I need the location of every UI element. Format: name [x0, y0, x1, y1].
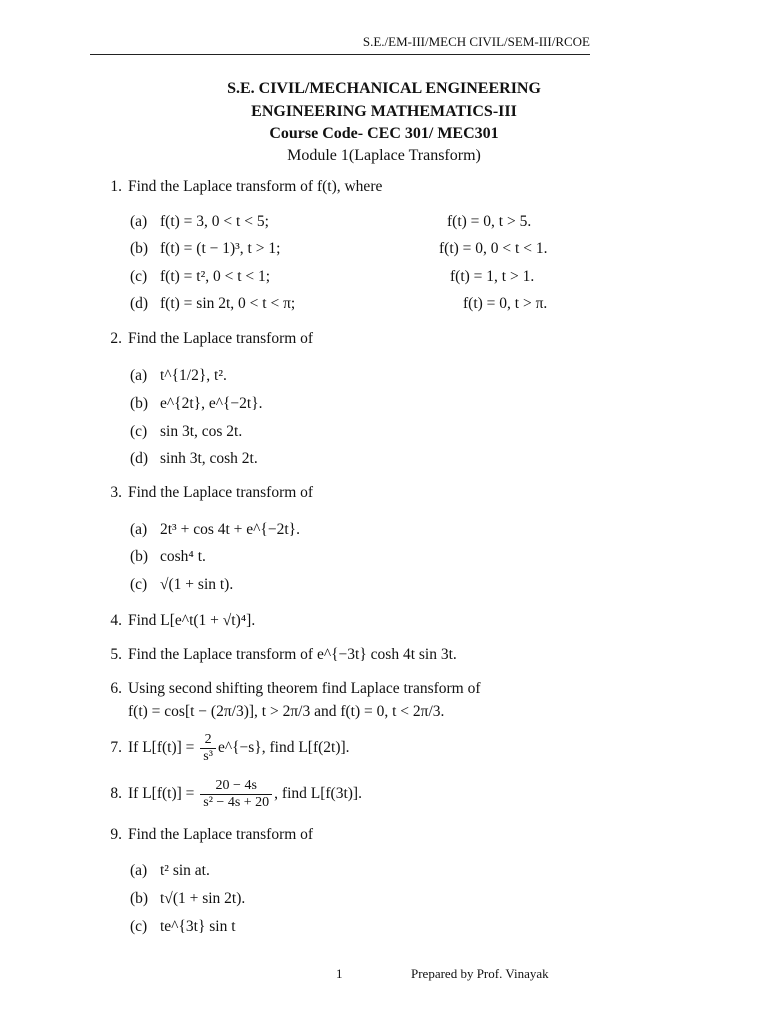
footer-credit: Prepared by Prof. Vinayak [411, 966, 549, 981]
fraction-denominator: s³ [203, 749, 213, 764]
item-expr: cosh⁴ t. [160, 548, 206, 565]
item-label: (d) [130, 295, 149, 312]
item-expr: t^{1/2}, t². [160, 367, 227, 384]
question-text-pre: If L[f(t)] = [128, 739, 195, 757]
title-line-2: ENGINEERING MATHEMATICS-III [251, 103, 517, 120]
title-line-3: Course Code- CEC 301/ MEC301 [269, 125, 499, 142]
item-label: (c) [130, 918, 148, 935]
question-number: 6. [110, 680, 122, 697]
q9-item-b [130, 890, 245, 908]
fraction-numerator: 2 [200, 732, 216, 749]
item-label: (b) [130, 890, 149, 907]
question-text: Find the Laplace transform of e^{−3t} cosh 4t sin 3t. [128, 646, 457, 663]
q3-item-b [130, 548, 206, 566]
item-expr: f(t) = sin 2t, 0 < t < π; [160, 295, 296, 312]
question-number: 8. [110, 785, 122, 803]
item-label: (b) [130, 548, 149, 565]
q1-item-d-right: f(t) = 0, t > π. [463, 295, 548, 312]
question-number: 2. [110, 330, 122, 347]
question-text: Using second shifting theorem find Laplace transform of [128, 680, 481, 697]
q1-item-b [130, 240, 280, 258]
item-label: (b) [130, 240, 149, 257]
q1-item-b-right: f(t) = 0, 0 < t < 1. [439, 240, 548, 257]
item-expr: f(t) = (t − 1)³, t > 1; [160, 240, 281, 257]
q9-item-c [130, 918, 236, 936]
q1-item-a [130, 213, 269, 231]
item-expr: t√(1 + sin 2t). [160, 890, 246, 907]
question-number: 4. [110, 612, 122, 629]
page-number: 1 [336, 966, 343, 981]
question-9 [100, 826, 313, 844]
item-label: (d) [130, 450, 149, 467]
item-expr: f(t) = 3, 0 < t < 5; [160, 213, 269, 230]
item-expr: t² sin at. [160, 862, 210, 879]
item-expr: f(t) = t², 0 < t < 1; [160, 268, 271, 285]
question-6-line-2: f(t) = cos[t − (2π/3)], t > 2π/3 and f(t) = 0, t < 2π/3. [128, 703, 445, 720]
item-label: (b) [130, 395, 149, 412]
question-text: Find the Laplace transform of [128, 330, 314, 347]
question-text-post: , find L[f(3t)]. [274, 785, 362, 803]
question-text: Find the Laplace transform of f(t), where [128, 178, 383, 195]
question-1 [100, 178, 382, 196]
q2-item-a [130, 367, 227, 385]
question-number: 7. [110, 739, 122, 757]
item-label: (c) [130, 268, 148, 285]
question-text: Find the Laplace transform of [128, 484, 314, 501]
question-2 [100, 330, 313, 348]
title-line-4: Module 1(Laplace Transform) [287, 147, 481, 164]
q1-item-a-right: f(t) = 0, t > 5. [447, 213, 532, 230]
q1-item-c-right: f(t) = 1, t > 1. [450, 268, 535, 285]
question-6 [100, 680, 481, 698]
question-number: 9. [110, 826, 122, 843]
item-label: (c) [130, 423, 148, 440]
question-number: 5. [110, 646, 122, 663]
question-text-pre: If L[f(t)] = [128, 785, 195, 803]
item-label: (a) [130, 213, 148, 230]
question-5 [100, 646, 457, 664]
q2-item-d [130, 450, 258, 468]
item-expr: √(1 + sin t). [160, 576, 234, 593]
page-header: S.E./EM-III/MECH CIVIL/SEM-III/RCOE [362, 34, 590, 49]
question-text-post: e^{−s}, find L[f(2t)]. [217, 739, 350, 757]
q1-item-c [130, 268, 270, 286]
item-expr: te^{3t} sin t [160, 918, 236, 935]
item-expr: sinh 3t, cosh 2t. [160, 450, 258, 467]
title-line-1: S.E. CIVIL/MECHANICAL ENGINEERING [227, 80, 541, 97]
question-text: Find the Laplace transform of [128, 826, 314, 843]
question-text: Find L[e^t(1 + √t)⁴]. [128, 612, 256, 629]
fraction-denominator: s² − 4s + 20 [203, 795, 270, 810]
q9-item-a [130, 862, 210, 880]
fraction-numerator: 20 − 4s [200, 778, 272, 795]
fraction [200, 778, 272, 811]
q2-item-b [130, 395, 263, 413]
q2-item-c [130, 423, 242, 441]
header-rule [90, 54, 590, 55]
item-label: (a) [130, 521, 148, 538]
item-label: (a) [130, 862, 148, 879]
q3-item-a [130, 521, 300, 539]
item-label: (a) [130, 367, 148, 384]
item-expr: 2t³ + cos 4t + e^{−2t}. [160, 521, 300, 538]
question-3 [100, 484, 313, 502]
question-number: 3. [110, 484, 122, 501]
q1-item-d [130, 295, 295, 313]
q3-item-c [130, 576, 233, 594]
item-label: (c) [130, 576, 148, 593]
question-8 [100, 778, 362, 811]
question-4 [100, 612, 255, 630]
item-expr: e^{2t}, e^{−2t}. [160, 395, 263, 412]
fraction [200, 732, 216, 765]
item-expr: sin 3t, cos 2t. [160, 423, 243, 440]
question-number: 1. [110, 178, 122, 195]
question-7 [100, 732, 350, 765]
